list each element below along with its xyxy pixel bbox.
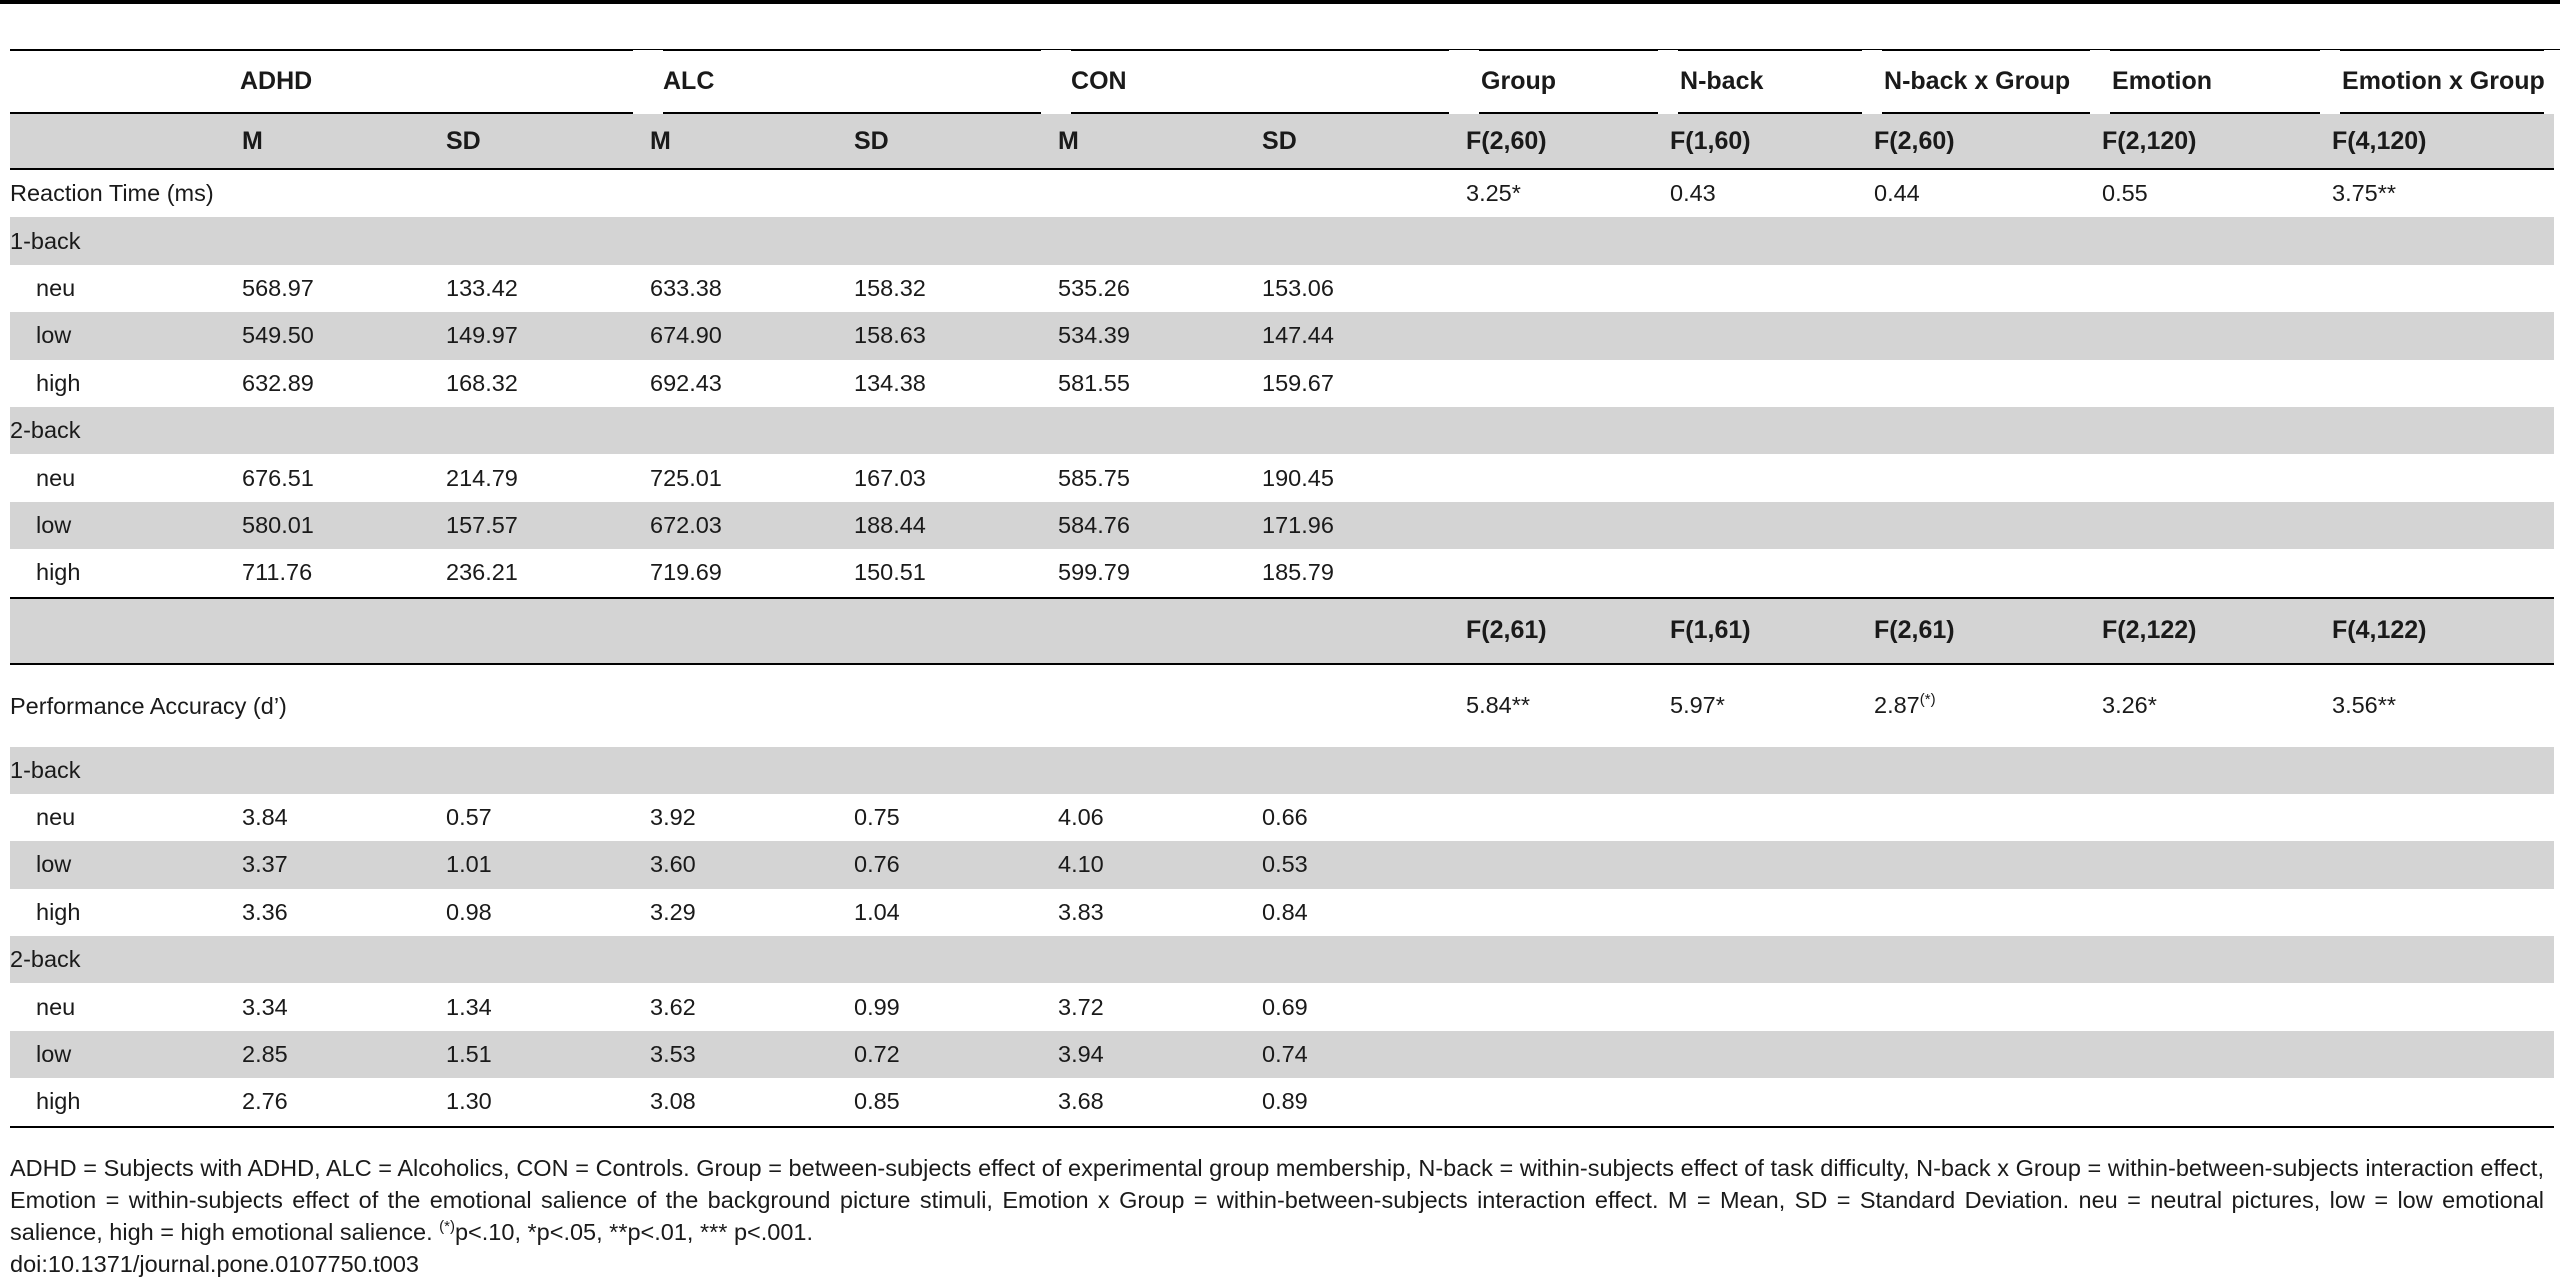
empty-cell xyxy=(852,217,1056,264)
value-cell: 188.44 xyxy=(852,502,1056,549)
empty-cell xyxy=(1464,747,1668,794)
measure-label: Reaction Time (ms) xyxy=(10,180,214,207)
empty-cell xyxy=(2330,549,2554,597)
empty-cell xyxy=(1872,454,2100,501)
condition-label: neu xyxy=(36,993,76,1020)
empty-cell xyxy=(2330,983,2554,1030)
value-cell: 584.76 xyxy=(1056,502,1260,549)
data-row xyxy=(10,1078,2554,1126)
f-statistic-sup: (*) xyxy=(1919,691,1936,709)
empty-cell xyxy=(444,936,648,983)
empty-cell xyxy=(1056,747,1260,794)
group-header: ALC xyxy=(648,50,1056,113)
empty-cell xyxy=(2100,265,2330,312)
measure-row xyxy=(10,169,2554,217)
value-cell: 535.26 xyxy=(1058,274,1130,301)
empty-cell xyxy=(240,747,444,794)
empty-cell xyxy=(2100,502,2330,549)
empty-cell xyxy=(1872,312,2100,359)
group-header: CON xyxy=(1056,50,1464,113)
value-cell: 2.76 xyxy=(240,1078,444,1126)
empty-cell xyxy=(444,664,648,747)
value-cell: 672.03 xyxy=(648,502,852,549)
empty-cell xyxy=(2330,1078,2554,1126)
empty-cell xyxy=(1464,217,1668,264)
f-statistic: 0.44 xyxy=(1874,180,1920,207)
empty-cell xyxy=(444,217,648,264)
value-cell: 236.21 xyxy=(446,559,518,586)
f-statistic: 3.56** xyxy=(2332,692,2397,719)
empty-cell xyxy=(1464,983,1668,1030)
empty-cell xyxy=(1464,502,1668,549)
value-cell: 3.60 xyxy=(648,841,852,888)
data-row xyxy=(10,549,2554,597)
empty-cell xyxy=(1872,265,2100,312)
empty-cell xyxy=(2100,1031,2330,1078)
value-cell: 157.57 xyxy=(444,502,648,549)
value-cell: 0.98 xyxy=(446,898,492,925)
value-cell: 3.37 xyxy=(240,841,444,888)
data-row xyxy=(10,360,2554,407)
block-row xyxy=(10,217,2554,264)
empty-cell xyxy=(1668,936,1872,983)
value-cell: 632.89 xyxy=(242,369,314,396)
f-statistic: 0.55 xyxy=(2102,180,2148,207)
value-cell: 3.68 xyxy=(1056,1078,1260,1126)
data-row xyxy=(10,312,2554,359)
data-row xyxy=(10,983,2554,1030)
empty-cell xyxy=(240,936,444,983)
data-row xyxy=(10,502,2554,549)
table-footnote xyxy=(10,1152,2544,1248)
condition-label: high xyxy=(36,369,81,396)
empty-cell xyxy=(2330,407,2554,454)
df-header: F(2,120) xyxy=(2100,113,2330,169)
empty-cell xyxy=(2100,794,2330,841)
results-table xyxy=(10,50,2564,1128)
value-cell: 3.53 xyxy=(648,1031,852,1078)
condition-label: neu xyxy=(36,274,76,301)
value-cell: 158.63 xyxy=(852,312,1056,359)
condition-label: neu xyxy=(36,804,76,831)
empty-cell xyxy=(1872,747,2100,794)
top-rule xyxy=(0,0,2560,4)
f-statistic-value: 2.87 xyxy=(1874,692,1920,719)
f-statistic: 0.43 xyxy=(1670,180,1716,207)
stat-subheader: M xyxy=(648,113,852,169)
value-cell: 1.01 xyxy=(444,841,648,888)
condition-label: low xyxy=(10,1031,240,1078)
condition-label: low xyxy=(10,841,240,888)
footnote-sig-text: p<.10, *p<.05, **p<.01, *** p<.001. xyxy=(454,1219,814,1245)
empty-cell xyxy=(852,169,1056,217)
empty-cell xyxy=(1464,1078,1668,1126)
empty-cell xyxy=(1668,1031,1872,1078)
value-cell: 0.72 xyxy=(852,1031,1056,1078)
empty-cell xyxy=(1464,889,1668,936)
header-empty xyxy=(1056,598,1260,664)
value-cell: 0.76 xyxy=(852,841,1056,888)
value-cell: 171.96 xyxy=(1260,502,1464,549)
condition-label: high xyxy=(10,1078,240,1126)
header-empty xyxy=(852,598,1056,664)
value-cell: 676.51 xyxy=(242,464,314,491)
empty-cell xyxy=(852,664,1056,747)
empty-cell xyxy=(2100,407,2330,454)
block-row xyxy=(10,936,2554,983)
empty-cell xyxy=(2100,1078,2330,1126)
empty-cell xyxy=(1872,1031,2100,1078)
value-cell: 1.51 xyxy=(444,1031,648,1078)
condition-label: high xyxy=(36,559,81,586)
empty-cell xyxy=(2330,936,2554,983)
value-cell: 719.69 xyxy=(650,559,722,586)
empty-cell xyxy=(1668,794,1872,841)
empty-cell xyxy=(1260,936,1464,983)
empty-cell xyxy=(1056,936,1260,983)
value-cell: 1.34 xyxy=(446,993,492,1020)
value-cell: 711.76 xyxy=(242,559,313,586)
value-cell: 633.38 xyxy=(650,274,722,301)
block-label: 1-back xyxy=(10,747,240,794)
effect-header: N-back xyxy=(1668,50,1872,113)
empty-cell xyxy=(648,664,852,747)
empty-cell xyxy=(1464,265,1668,312)
footnote-text: ADHD = Subjects with ADHD, ALC = Alcoholics, CON = Controls. Group = between-subjects effect of experimental group membership, N-back = within-subjects effect of task difficulty, N-back x Group = within-between-subjects interaction effect, Emotion = within-subjects effect of the emotional salience of the background picture stimuli, Emotion x Group = within-between-subjects interaction effect. M = Mean, SD = Standard Deviation. neu = neutral pictures, low = low emotional salience, high = high emotional salience. xyxy=(10,1155,2544,1245)
empty-cell xyxy=(648,407,852,454)
f-statistic xyxy=(1872,664,2100,747)
value-cell: 549.50 xyxy=(240,312,444,359)
data-row xyxy=(10,265,2554,312)
data-row xyxy=(10,454,2554,501)
data-row xyxy=(10,794,2554,841)
footnote-sig-sup: (*) xyxy=(439,1218,455,1236)
value-cell: 3.62 xyxy=(650,993,696,1020)
value-cell: 692.43 xyxy=(650,369,722,396)
block-row xyxy=(10,407,2554,454)
empty-cell xyxy=(2330,454,2554,501)
empty-cell xyxy=(1668,360,1872,407)
empty-cell xyxy=(2100,312,2330,359)
empty-cell xyxy=(2330,889,2554,936)
header-empty xyxy=(648,598,852,664)
effect-header: N-back x Group xyxy=(1872,50,2100,113)
value-cell: 3.83 xyxy=(1058,898,1104,925)
value-cell: 185.79 xyxy=(1262,559,1334,586)
empty-cell xyxy=(1668,454,1872,501)
empty-cell xyxy=(1056,407,1260,454)
value-cell: 0.84 xyxy=(1262,898,1308,925)
df-header: F(4,122) xyxy=(2330,598,2554,664)
df-header: F(2,60) xyxy=(1872,113,2100,169)
empty-cell xyxy=(2330,360,2554,407)
empty-cell xyxy=(1464,841,1668,888)
empty-cell xyxy=(2100,747,2330,794)
empty-cell xyxy=(852,936,1056,983)
empty-cell xyxy=(1872,936,2100,983)
empty-cell xyxy=(2100,454,2330,501)
value-cell: 3.34 xyxy=(242,993,288,1020)
df-header: F(2,60) xyxy=(1464,113,1668,169)
empty-cell xyxy=(1872,1078,2100,1126)
value-cell: 580.01 xyxy=(240,502,444,549)
value-cell: 3.72 xyxy=(1058,993,1104,1020)
empty-cell xyxy=(240,217,444,264)
value-cell: 159.67 xyxy=(1262,369,1334,396)
empty-cell xyxy=(1872,841,2100,888)
value-cell: 167.03 xyxy=(854,464,926,491)
empty-cell xyxy=(1056,664,1260,747)
empty-cell xyxy=(1260,407,1464,454)
empty-cell xyxy=(240,407,444,454)
empty-cell xyxy=(1668,983,1872,1030)
empty-cell xyxy=(1464,549,1668,597)
empty-cell xyxy=(1668,747,1872,794)
empty-cell xyxy=(2330,747,2554,794)
empty-cell xyxy=(1464,1031,1668,1078)
data-row xyxy=(10,889,2554,936)
empty-cell xyxy=(1872,794,2100,841)
measure-label: Performance Accuracy (d’) xyxy=(10,692,287,719)
value-cell: 1.30 xyxy=(444,1078,648,1126)
header-empty xyxy=(1260,598,1464,664)
value-cell: 581.55 xyxy=(1058,369,1130,396)
value-cell: 168.32 xyxy=(446,369,518,396)
f-statistic: 5.84** xyxy=(1466,692,1531,719)
empty-cell xyxy=(648,747,852,794)
empty-cell xyxy=(1668,1078,1872,1126)
empty-cell xyxy=(1056,169,1260,217)
empty-cell xyxy=(648,936,852,983)
stat-subheader: SD xyxy=(852,113,1056,169)
empty-cell xyxy=(1668,217,1872,264)
df-header: F(1,61) xyxy=(1668,598,1872,664)
empty-cell xyxy=(1668,265,1872,312)
empty-cell xyxy=(2330,841,2554,888)
f-statistic: 3.25* xyxy=(1466,180,1521,207)
empty-cell xyxy=(1668,889,1872,936)
empty-cell xyxy=(444,169,648,217)
data-row xyxy=(10,841,2554,888)
block-row xyxy=(10,747,2554,794)
condition-label: low xyxy=(10,502,240,549)
value-cell: 214.79 xyxy=(446,464,518,491)
doi-line: doi:10.1371/journal.pone.0107750.t003 xyxy=(10,1251,420,1277)
value-cell: 134.38 xyxy=(854,369,926,396)
empty-cell xyxy=(1872,502,2100,549)
effect-header: Group xyxy=(1464,50,1668,113)
df-header: F(2,122) xyxy=(2100,598,2330,664)
value-cell: 674.90 xyxy=(648,312,852,359)
df-header: F(2,61) xyxy=(1464,598,1668,664)
value-cell: 599.79 xyxy=(1058,559,1130,586)
empty-cell xyxy=(1260,169,1464,217)
empty-cell xyxy=(1260,747,1464,794)
empty-cell xyxy=(444,747,648,794)
empty-cell xyxy=(1668,502,1872,549)
value-cell: 0.85 xyxy=(852,1078,1056,1126)
condition-label: neu xyxy=(36,464,76,491)
empty-cell xyxy=(1668,549,1872,597)
value-cell: 0.66 xyxy=(1262,804,1308,831)
empty-cell xyxy=(2100,217,2330,264)
block-label: 2-back xyxy=(10,936,240,983)
group-header: ADHD xyxy=(240,50,648,113)
value-cell: 150.51 xyxy=(854,559,926,586)
empty-cell xyxy=(1464,360,1668,407)
measure-row xyxy=(10,664,2554,747)
table-body xyxy=(10,50,2554,1127)
header-empty xyxy=(444,598,648,664)
value-cell: 3.29 xyxy=(650,898,696,925)
empty-cell xyxy=(2330,1031,2554,1078)
header-empty xyxy=(10,50,240,113)
empty-cell xyxy=(444,407,648,454)
df-header: F(4,120) xyxy=(2330,113,2554,169)
stat-subheader: M xyxy=(240,113,444,169)
value-cell: 149.97 xyxy=(444,312,648,359)
header-empty xyxy=(240,598,444,664)
value-cell: 0.74 xyxy=(1260,1031,1464,1078)
empty-cell xyxy=(1872,549,2100,597)
value-cell: 0.99 xyxy=(854,993,900,1020)
data-row xyxy=(10,1031,2554,1078)
block-label: 1-back xyxy=(10,217,240,264)
header-row-stats xyxy=(10,113,2554,169)
empty-cell xyxy=(2100,936,2330,983)
value-cell: 3.08 xyxy=(648,1078,852,1126)
empty-cell xyxy=(1464,454,1668,501)
empty-cell xyxy=(1668,841,1872,888)
empty-cell xyxy=(852,747,1056,794)
empty-cell xyxy=(1464,794,1668,841)
f-statistic: 3.75** xyxy=(2332,180,2397,207)
condition-label: low xyxy=(10,312,240,359)
empty-cell xyxy=(1464,312,1668,359)
empty-cell xyxy=(1260,217,1464,264)
f-statistic: 5.97* xyxy=(1670,692,1725,719)
value-cell: 4.06 xyxy=(1058,804,1104,831)
df-header: F(1,60) xyxy=(1668,113,1872,169)
empty-cell xyxy=(2330,312,2554,359)
empty-cell xyxy=(2330,265,2554,312)
value-cell: 4.10 xyxy=(1056,841,1260,888)
condition-label: high xyxy=(36,898,81,925)
empty-cell xyxy=(2100,983,2330,1030)
empty-cell xyxy=(852,407,1056,454)
empty-cell xyxy=(2100,549,2330,597)
value-cell: 0.69 xyxy=(1262,993,1308,1020)
empty-cell xyxy=(1872,360,2100,407)
stat-subheader: SD xyxy=(1260,113,1464,169)
value-cell: 190.45 xyxy=(1262,464,1334,491)
empty-cell xyxy=(1872,217,2100,264)
df-header: F(2,61) xyxy=(1872,598,2100,664)
empty-cell xyxy=(1464,407,1668,454)
empty-cell xyxy=(1464,936,1668,983)
empty-cell xyxy=(1668,407,1872,454)
value-cell: 3.92 xyxy=(650,804,696,831)
empty-cell xyxy=(2330,217,2554,264)
f-statistic: 3.26* xyxy=(2102,692,2157,719)
empty-cell xyxy=(2330,502,2554,549)
block-label: 2-back xyxy=(10,407,240,454)
empty-cell xyxy=(240,169,444,217)
header-empty xyxy=(10,113,240,169)
empty-cell xyxy=(1872,407,2100,454)
value-cell: 534.39 xyxy=(1056,312,1260,359)
empty-cell xyxy=(1872,983,2100,1030)
empty-cell xyxy=(1260,664,1464,747)
stat-subheader: M xyxy=(1056,113,1260,169)
value-cell: 0.53 xyxy=(1260,841,1464,888)
stat-subheader: SD xyxy=(444,113,648,169)
empty-cell xyxy=(2100,841,2330,888)
header-row-groups xyxy=(10,50,2554,113)
value-cell: 2.85 xyxy=(240,1031,444,1078)
effect-header: Emotion xyxy=(2100,50,2330,113)
value-cell: 153.06 xyxy=(1262,274,1334,301)
empty-cell xyxy=(1668,312,1872,359)
value-cell: 3.94 xyxy=(1056,1031,1260,1078)
value-cell: 147.44 xyxy=(1260,312,1464,359)
header-empty xyxy=(10,598,240,664)
value-cell: 133.42 xyxy=(446,274,518,301)
empty-cell xyxy=(2100,360,2330,407)
value-cell: 3.36 xyxy=(242,898,288,925)
empty-cell xyxy=(1872,889,2100,936)
empty-cell xyxy=(648,169,852,217)
effect-header: Emotion x Group xyxy=(2330,50,2554,113)
df-header-row xyxy=(10,598,2554,664)
value-cell: 0.89 xyxy=(1260,1078,1464,1126)
empty-cell xyxy=(2100,889,2330,936)
value-cell: 1.04 xyxy=(854,898,900,925)
value-cell: 3.84 xyxy=(242,804,288,831)
empty-cell xyxy=(648,217,852,264)
value-cell: 0.57 xyxy=(446,804,492,831)
value-cell: 725.01 xyxy=(650,464,722,491)
empty-cell xyxy=(1056,217,1260,264)
value-cell: 158.32 xyxy=(854,274,926,301)
empty-cell xyxy=(2330,794,2554,841)
value-cell: 0.75 xyxy=(854,804,900,831)
value-cell: 585.75 xyxy=(1058,464,1130,491)
value-cell: 568.97 xyxy=(242,274,314,301)
